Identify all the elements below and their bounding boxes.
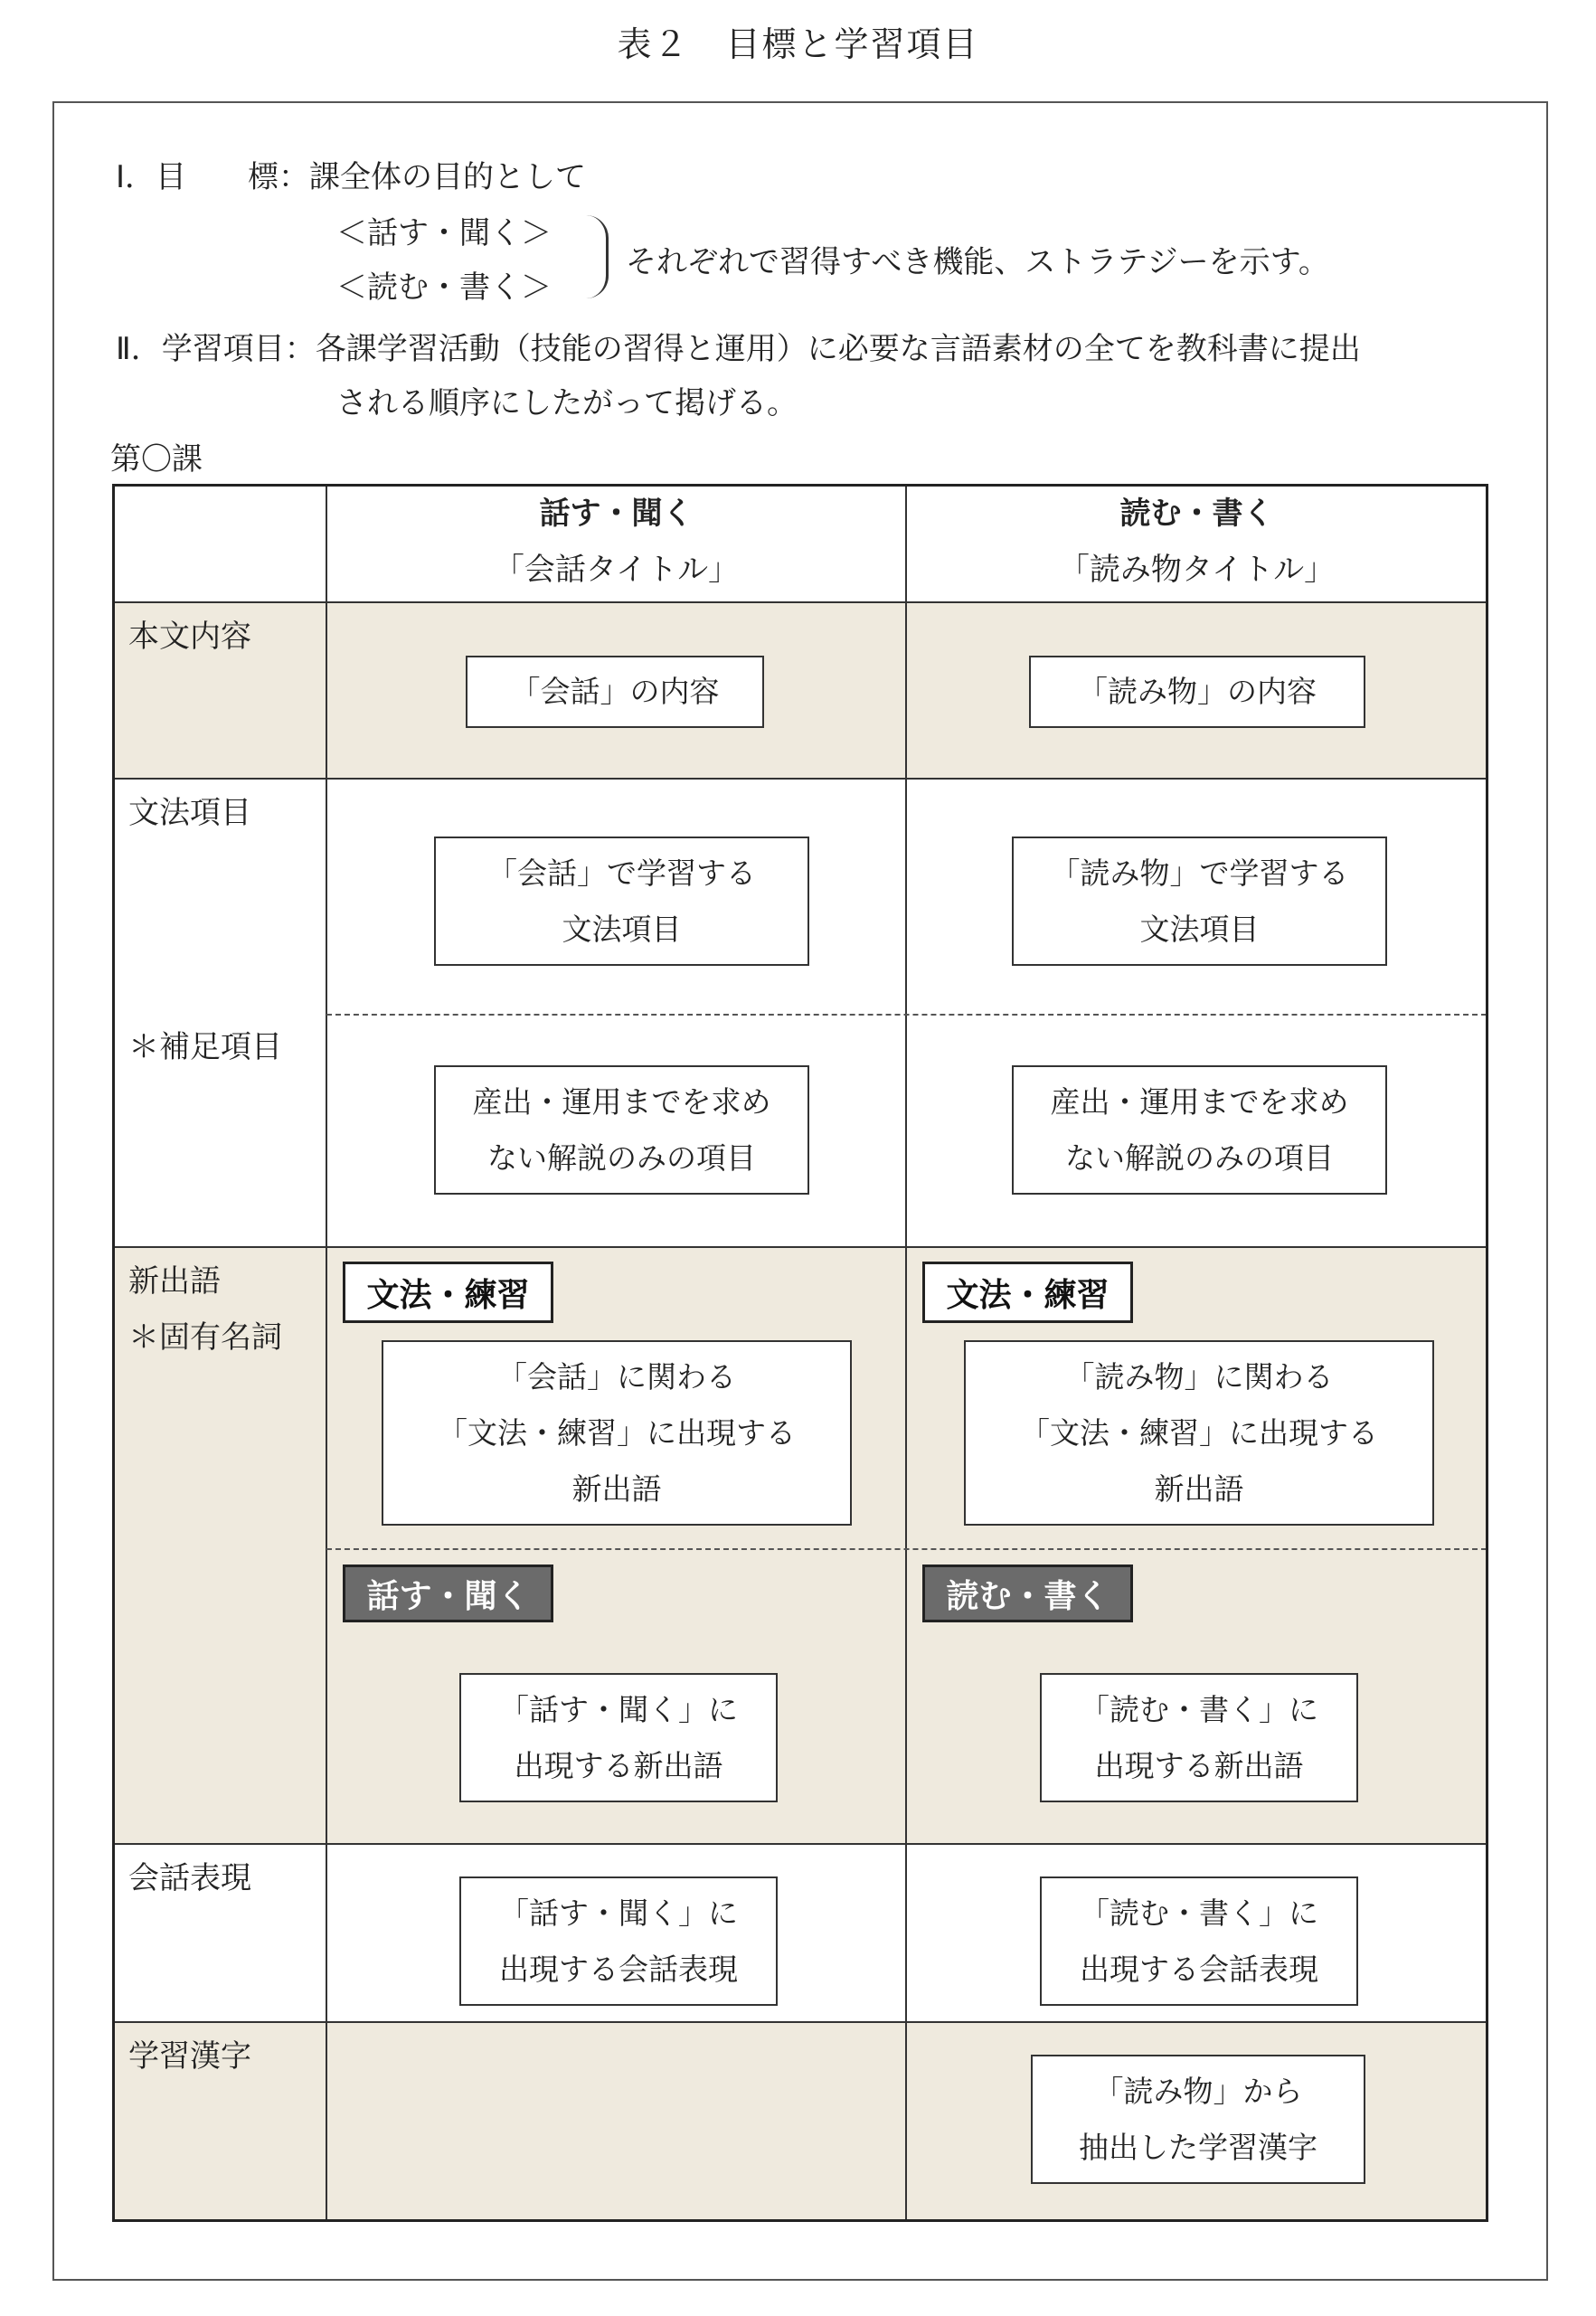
box-shinshutsu-a-col2 (964, 1340, 1434, 1526)
box-text: 「文法・練習」に出現する (438, 1414, 796, 1451)
skills-note: それぞれで習得すべき機能、ストラテジーを示す。 (626, 244, 1329, 280)
col-header-read-write (907, 486, 1487, 598)
tag-read-write: 読む・書く (922, 1564, 1133, 1622)
col-header-sub: 「読み物タイトル」 (1058, 552, 1336, 588)
box-shinshutsu-b-col1 (459, 1673, 778, 1802)
box-text: 出現する会話表現 (1080, 1951, 1318, 1987)
goal-label: Ⅰ．目 標： (116, 159, 310, 195)
box-text: 抽出した学習漢字 (1079, 2129, 1317, 2165)
box-bunpo-col1 (434, 837, 809, 966)
tag-bunpo-renshu-col2: 文法・練習 (922, 1262, 1133, 1323)
box-honbun-col2 (1029, 656, 1365, 728)
row-label-shinshutsu: 新出語 (128, 1263, 221, 1300)
row-label-hosoku: ＊補足項目 (128, 1029, 282, 1065)
box-hosoku-col1 (434, 1065, 809, 1195)
box-text: 新出語 (571, 1470, 662, 1507)
box-text: 出現する新出語 (1094, 1747, 1304, 1783)
box-kaiwa-col1 (459, 1876, 778, 2006)
box-kaiwa-col2 (1040, 1876, 1358, 2006)
items-label: Ⅱ．学習項目： (116, 331, 316, 367)
box-text: 「読む・書く」に (1080, 1691, 1318, 1727)
brace-icon (586, 215, 609, 298)
row-label-kanji: 学習漢字 (128, 2038, 251, 2075)
goal-text: 課全体の目的として (309, 159, 587, 195)
skill-read-write: ＜読む・書く＞ (336, 269, 552, 306)
box-text: 「話す・聞く」に (499, 1691, 738, 1727)
box-bunpo-col2 (1012, 837, 1387, 966)
row-label-kaiwa: 会話表現 (128, 1860, 251, 1896)
box-text: 「文法・練習」に出現する (1020, 1414, 1378, 1451)
col-header-title: 読む・書く (1119, 496, 1274, 532)
lesson-label: 第〇課 (110, 441, 203, 477)
tag-speak-listen: 話す・聞く (343, 1564, 553, 1622)
box-shinshutsu-a-col1 (382, 1340, 852, 1526)
row-label-koyu: ＊固有名詞 (128, 1319, 282, 1356)
items-line-2: される順序にしたがって掲げる。 (336, 385, 798, 421)
box-text: 「会話」で学習する (487, 855, 756, 891)
box-honbun-col1 (466, 656, 764, 728)
box-text: 産出・運用までを求め (1050, 1083, 1349, 1120)
box-kanji-col2 (1031, 2055, 1365, 2184)
box-text: 文法項目 (1139, 911, 1260, 947)
items-text-1: 各課学習活動（技能の習得と運用）に必要な言語素材の全てを教科書に提出 (315, 331, 1361, 367)
box-text: ない解説のみの項目 (487, 1139, 756, 1176)
box-text: 「読み物」に関わる (1064, 1358, 1334, 1394)
box-text: 「話す・聞く」に (499, 1895, 738, 1931)
row-label-bunpo: 文法項目 (128, 795, 251, 831)
box-text: 「読む・書く」に (1080, 1895, 1318, 1931)
box-text: 「読み物」から (1093, 2073, 1303, 2109)
box-text: 出現する会話表現 (499, 1951, 738, 1987)
goal-line (116, 152, 586, 196)
row-label-honbun: 本文内容 (128, 619, 251, 655)
box-text: ない解説のみの項目 (1065, 1139, 1334, 1176)
box-text: 「会話」の内容 (510, 674, 720, 709)
col-header-title: 話す・聞く (539, 496, 694, 532)
box-text: 産出・運用までを求め (472, 1083, 771, 1120)
box-text: 新出語 (1154, 1470, 1244, 1507)
box-text: 文法項目 (562, 911, 682, 947)
goals-table (112, 484, 1487, 2220)
col-header-sub: 「会話タイトル」 (493, 552, 740, 588)
skill-speak-listen: ＜話す・聞く＞ (336, 215, 552, 251)
box-text: 「読み物」で学習する (1050, 855, 1349, 891)
box-text: 出現する新出語 (514, 1747, 723, 1783)
box-text: 「読み物」の内容 (1078, 674, 1317, 709)
items-line-1 (116, 324, 1361, 368)
box-text: 「会話」に関わる (497, 1358, 736, 1394)
box-hosoku-col2 (1012, 1065, 1387, 1195)
box-shinshutsu-b-col2 (1040, 1673, 1358, 1802)
page-title: 表２ 目標と学習項目 (617, 24, 979, 64)
tag-bunpo-renshu-col1: 文法・練習 (343, 1262, 553, 1323)
col-header-speak-listen (327, 486, 905, 598)
